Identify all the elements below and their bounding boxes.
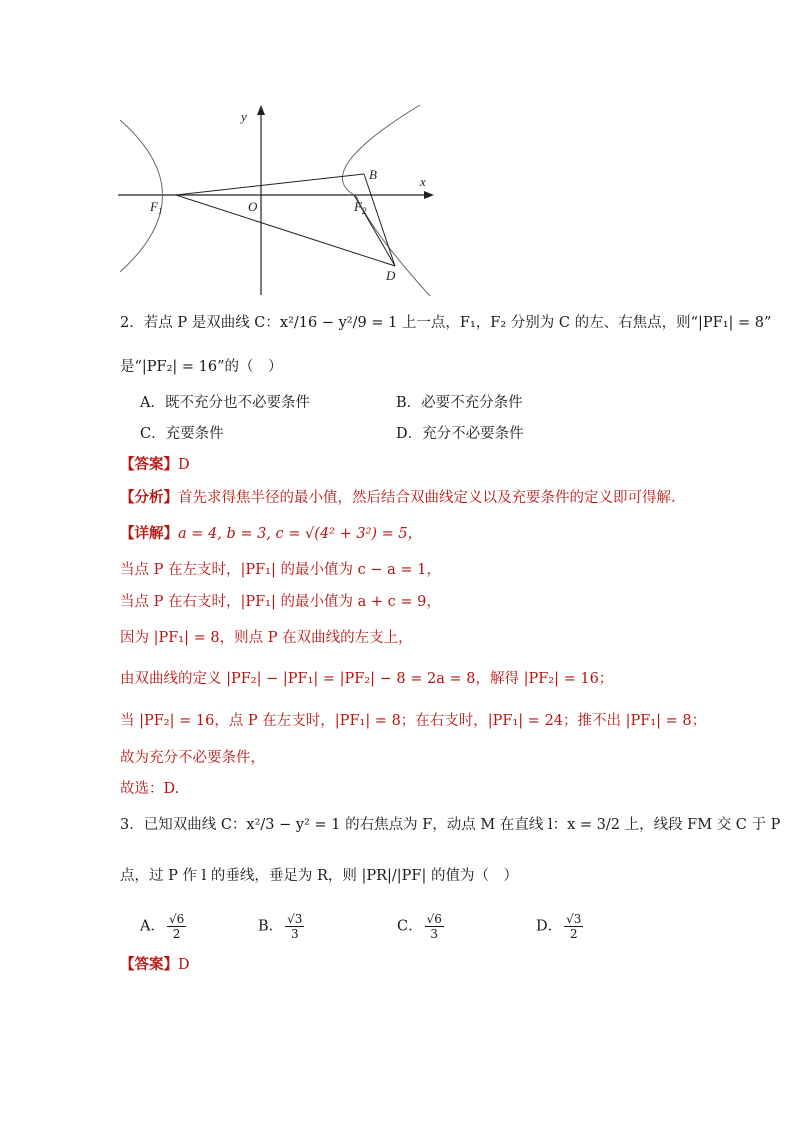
x-axis-arrow [424, 191, 434, 199]
q3-option-b-num: √3 [287, 912, 303, 926]
segment-f1-b [176, 174, 364, 195]
analysis-text: 首先求得焦半径的最小值，然后结合双曲线定义以及充要条件的定义即可得解. [178, 490, 676, 506]
q3-option-d-letter: D． [536, 918, 563, 935]
q3-option-c-num: √6 [426, 912, 442, 926]
q3-option-a-den: 2 [172, 927, 181, 941]
q3-option-c-letter: C． [397, 918, 423, 935]
detail-math: a = 4, b = 3, c = √(4² + 3²) = 5， [178, 526, 423, 542]
q2-detail-line-2: 当点 P 在右支时，|PF₁| 的最小值为 a + c = 9， [120, 594, 441, 610]
q3-answer [120, 955, 190, 975]
q2-detail-line-4: 由双曲线的定义 |PF₂| − |PF₁| = |PF₂| − 8 = 2a = 8，解得 |PF₂| = 16； [120, 671, 614, 687]
q3-option-a [140, 912, 188, 941]
q3-option-d-den: 2 [569, 927, 578, 941]
q2-detail-line-3: 因为 |PF₁| = 8，则点 P 在双曲线的左支上， [120, 630, 413, 646]
q2-detail-line-5: 当 |PF₂| = 16，点 P 在左支时，|PF₁| = 8；在右支时，|PF₁| = 24；推不出 |PF₁| = 8； [120, 713, 707, 729]
q2-analysis [120, 488, 676, 508]
analysis-label: 【分析】 [120, 489, 178, 506]
q2-detail-line-6: 故为充分不必要条件， [120, 750, 265, 766]
q2-stem-line2: 是“|PF₂| = 16”的（ ） [120, 359, 283, 375]
q3-option-b-letter: B． [258, 918, 284, 935]
y-axis-arrow [257, 105, 265, 115]
q3-answer-label: 【答案】 [120, 956, 178, 973]
q3-option-b-den: 3 [290, 927, 299, 941]
q2-detail-line-1: 当点 P 在左支时，|PF₁| 的最小值为 c − a = 1， [120, 562, 441, 578]
hyperbola-figure [110, 100, 450, 300]
q3-option-c [397, 912, 446, 941]
label-y: y [241, 109, 247, 124]
q3-answer-value: D [178, 957, 190, 973]
q3-option-b [258, 912, 306, 941]
q3-option-a-letter: A． [140, 918, 165, 935]
q3-option-a-num: √6 [168, 912, 185, 926]
label-x: x [420, 174, 426, 189]
q2-option-d: D．充分不必要条件 [396, 426, 524, 442]
q3-option-d [536, 912, 585, 941]
q3-stem-line2: 点，过 P 作 l 的垂线，垂足为 R，则 |PR|/|PF| 的值为（ ） [120, 868, 518, 884]
q2-stem-line1: 2．若点 P 是双曲线 C：x²/16 − y²/9 = 1 上一点，F₁，F₂ 分别为 C 的左、右焦点，则“|PF₁| = 8” [120, 315, 772, 331]
q2-option-b: B．必要不充分条件 [396, 395, 523, 411]
q3-option-c-den: 3 [430, 927, 439, 941]
label-origin: O [248, 199, 258, 214]
q2-option-c: C．充要条件 [140, 426, 224, 442]
answer-value: D [178, 457, 190, 473]
label-b: B [369, 167, 377, 182]
label-f1: $F_1$ [150, 199, 163, 216]
label-f2: $F_2$ [354, 199, 367, 216]
label-d: D [386, 268, 396, 283]
answer-label: 【答案】 [120, 456, 178, 473]
q2-detail-line-7: 故选：D. [120, 781, 180, 797]
hyperbola-left-branch [120, 120, 163, 272]
q2-detail [120, 524, 422, 544]
q2-answer [120, 455, 190, 475]
q3-option-d-num: √3 [566, 912, 582, 926]
q3-stem-line1: 3．已知双曲线 C：x²/3 − y² = 1 的右焦点为 F，动点 M 在直线 l：x = 3/2 上，线段 FM 交 C 于 P [120, 817, 781, 833]
detail-label: 【详解】 [120, 525, 178, 542]
q2-option-a: A．既不充分也不必要条件 [140, 395, 310, 411]
